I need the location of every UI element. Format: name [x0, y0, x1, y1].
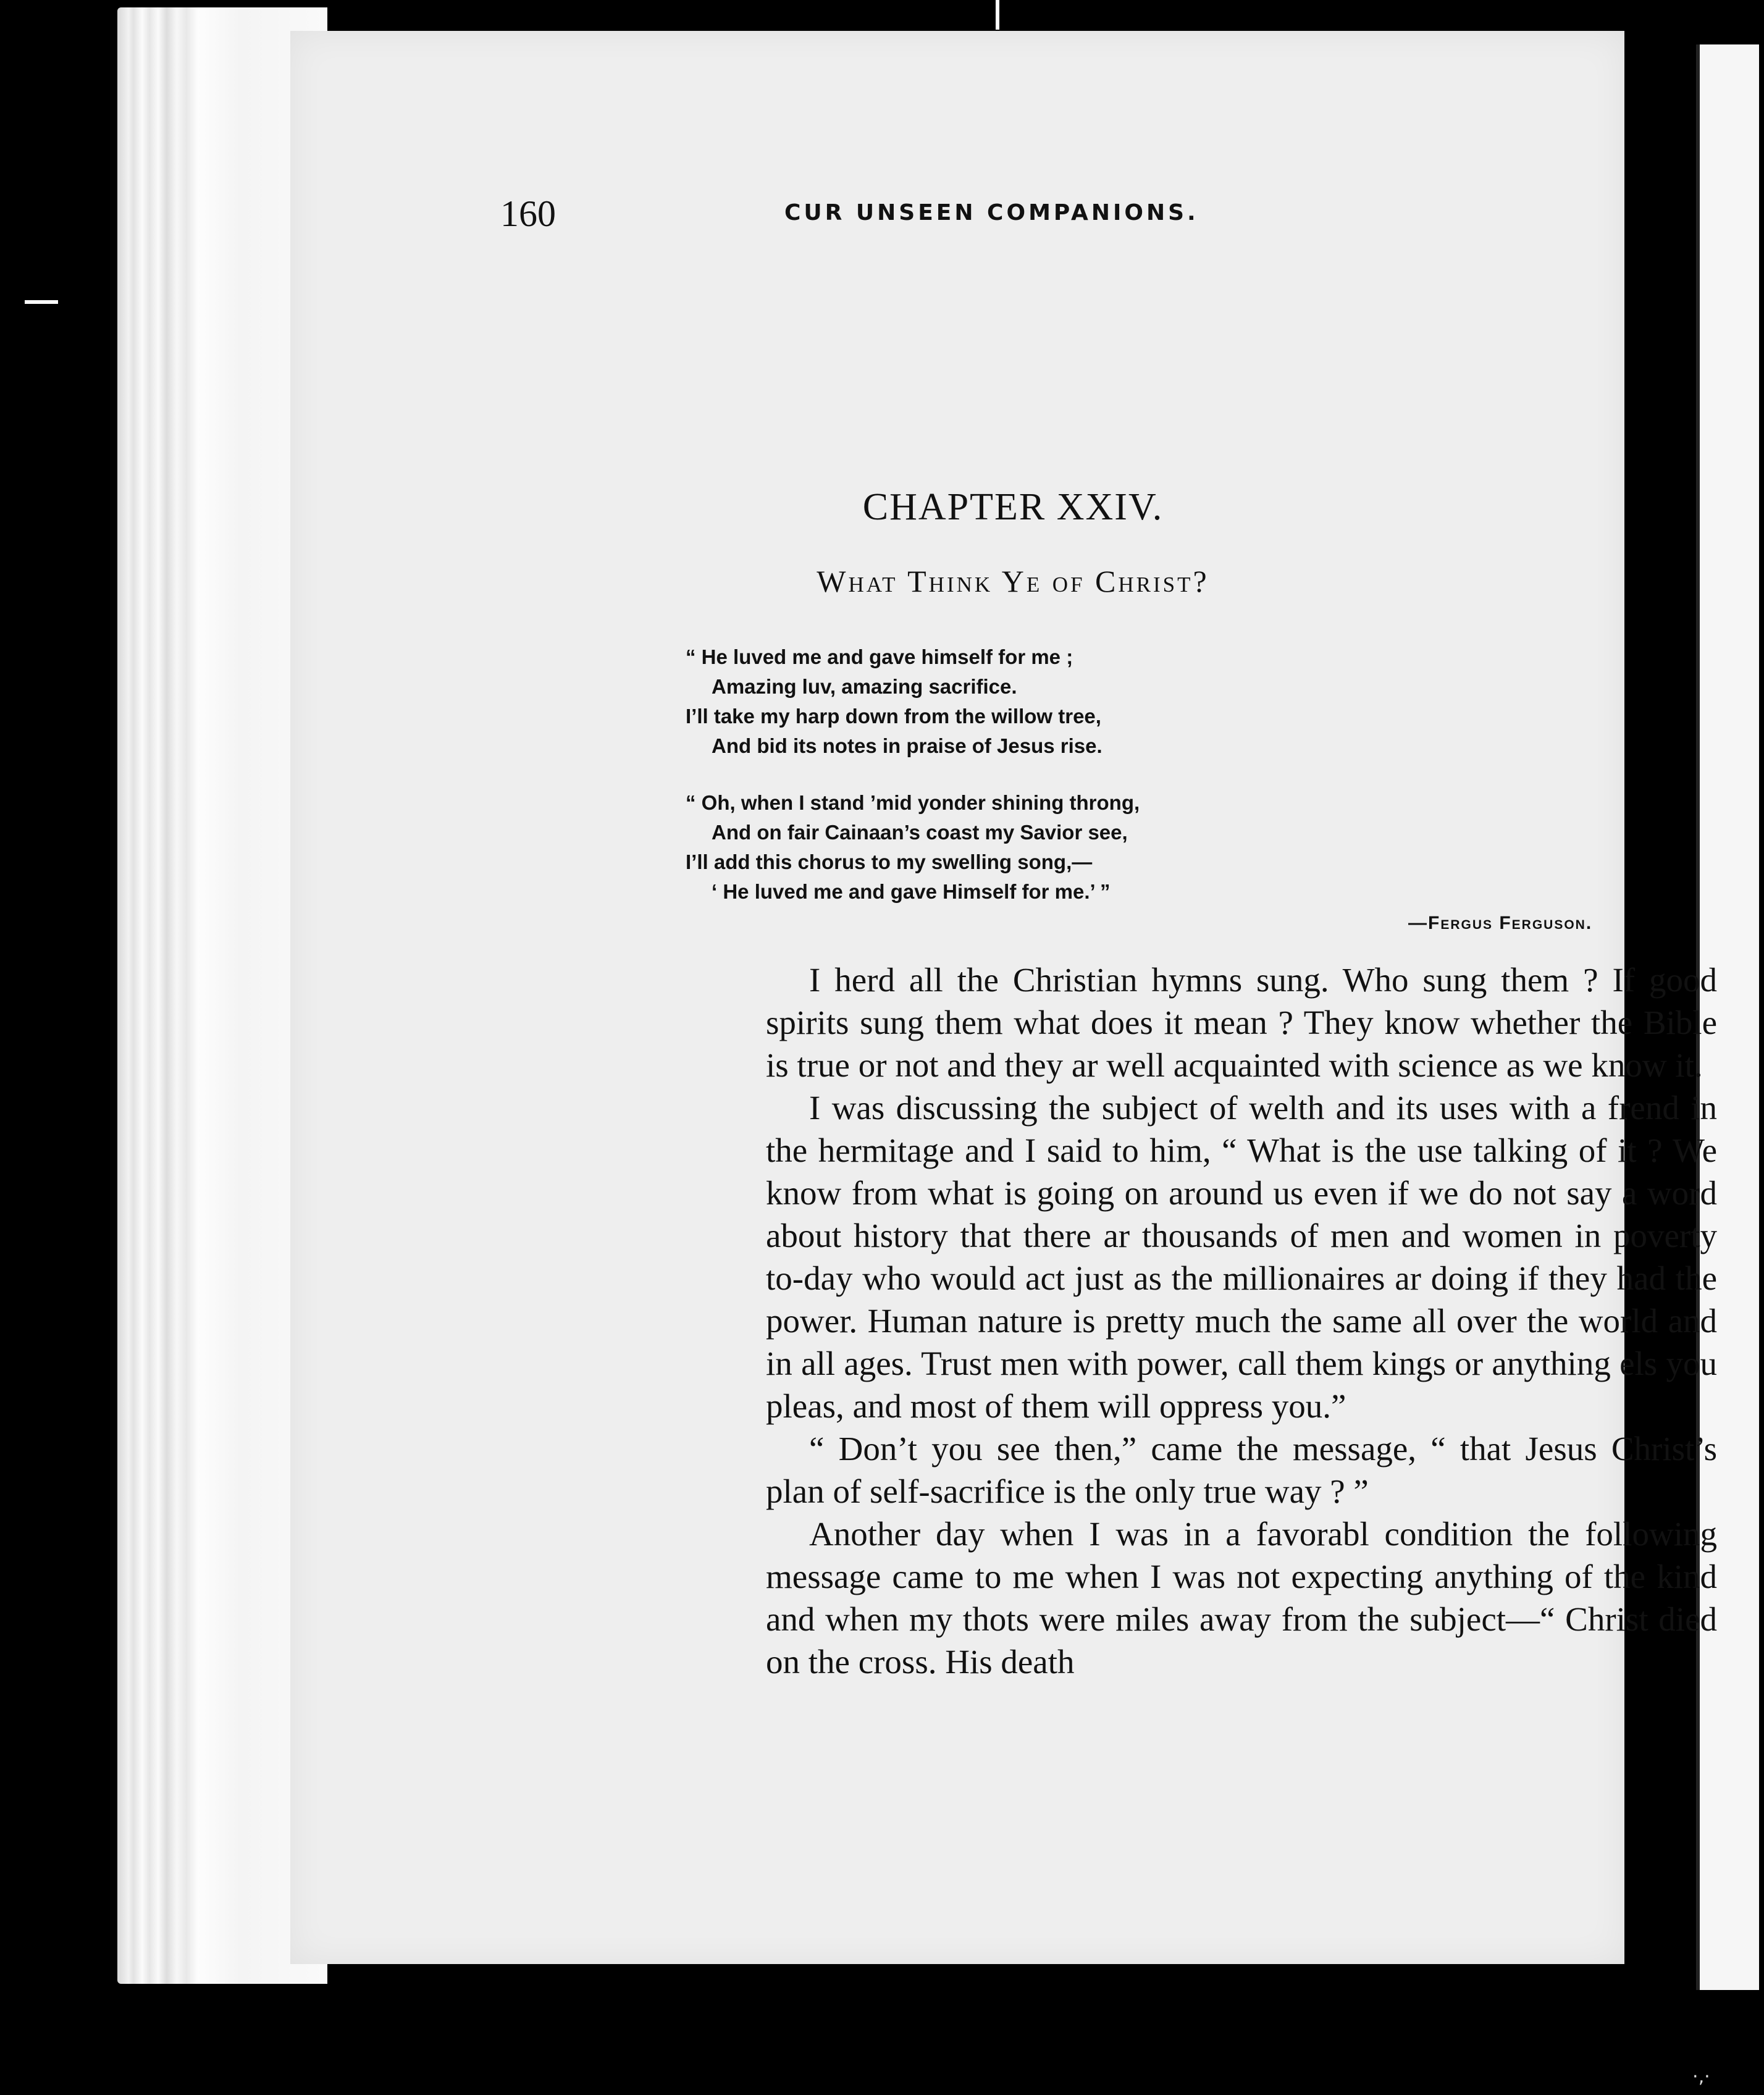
poem-stanza — [686, 788, 1674, 907]
poem-line: Amazing luv, amazing sacrifice. — [712, 675, 1017, 698]
body-paragraph: I was discussing the subject of welth and its uses with a frend in the hermitage and I said to him, “ What is the use talking of it ? We know from what is going on around us even if we do not say a word about history that there ar thousands of men and women in poverty to-day who would act just as the millionaires ar doing if they had the power. Human nature is pretty much the same all over the world and in all ages. Trust men with power, call them kings or anything els you pleas, and most of them will oppress you.” — [766, 1089, 1717, 1425]
poem-line: “ Oh, when I stand ’mid yonder shining throng, — [686, 791, 1140, 814]
scan-noise: ·‚· — [1692, 2066, 1710, 2088]
scan-artifact-mark — [25, 300, 58, 304]
book-page — [290, 31, 1717, 1964]
scan-artifact-line — [996, 0, 999, 30]
body-text — [766, 959, 1717, 1683]
poem-credit: —Fergus Ferguson. — [1408, 913, 1593, 933]
running-head — [290, 193, 1624, 242]
running-title: CUR UNSEEN COMPANIONS. — [784, 200, 1199, 225]
poem-line: And on fair Cainaan’s coast my Savior see, — [712, 821, 1128, 844]
poem-stanza — [686, 642, 1674, 761]
poem-line: I’ll take my harp down from the willow tree, — [686, 705, 1101, 728]
poem-line: I’ll add this chorus to my swelling song,— — [686, 850, 1093, 873]
body-paragraph: I herd all the Christian hymns sung. Who sung them ? If good spirits sung them what does it mean ? They know whether the Bible is true or not and they ar well acquainted with science as we know it. — [766, 961, 1717, 1084]
body-paragraph: Another day when I was in a favorabl condition the following message came to me when I was not expecting anything of the kind and when my thots were miles away from the subject—“ Christ died on the cross. His death — [766, 1515, 1717, 1681]
poem-line: ‘ He luved me and gave Himself for me.’ ” — [712, 880, 1111, 903]
epigraph-poem — [686, 642, 1674, 934]
poem-line: “ He luved me and gave himself for me ; — [686, 645, 1073, 668]
page-number: 160 — [500, 193, 556, 234]
poem-line: And bid its notes in praise of Jesus rise. — [712, 734, 1102, 757]
chapter-subtitle: What Think Ye of Christ? — [817, 564, 1209, 598]
body-paragraph: “ Don’t you see then,” came the message, “ that Jesus Christ’s plan of self-sacrifice is the only true way ? ” — [766, 1430, 1717, 1510]
chapter-title: CHAPTER XXIV. — [862, 486, 1164, 528]
